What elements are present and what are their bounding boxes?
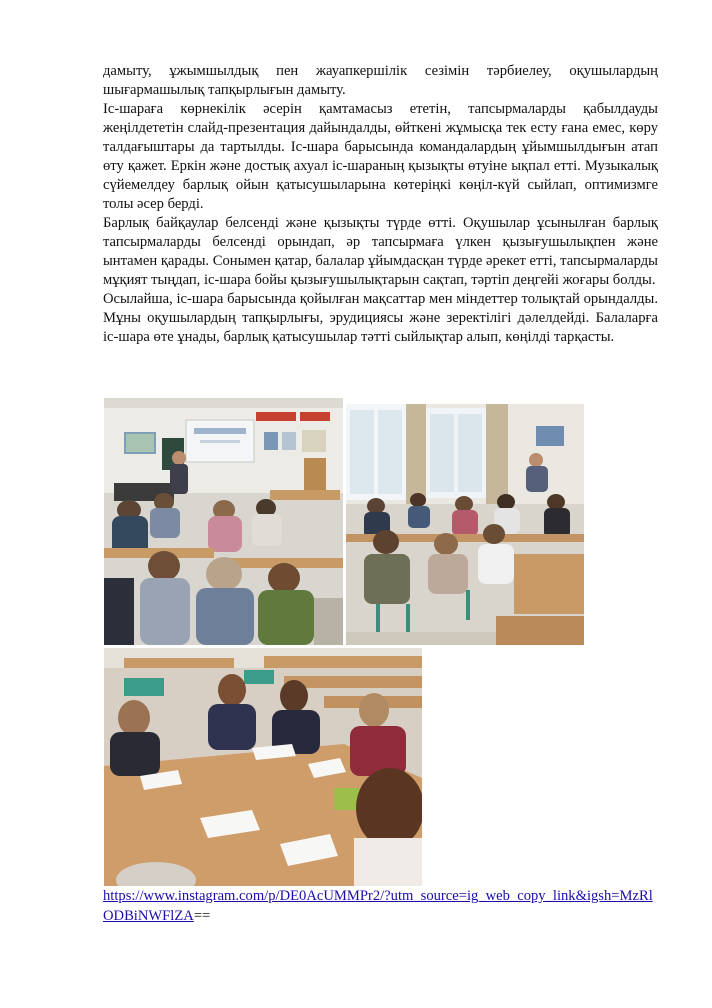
paragraph-1: дамыту, ұжымшылдық пен жауапкершілік сезімін тәрбиелеу, оқушылардың шығармашылық тапқырлығын дамыту. (103, 63, 658, 98)
paragraph-3: Барлық байқаулар белсенді және қызықты түрде өтті. Оқушылар ұсынылған барлық тапсырмаларды белсенді орындап, әр тапсырмаға үлкен қызығушылықпен және ынтамен қарады. Сонымен қатар, балалар ұйымдасқан түрде әрекет етті, тапсырмаларды мұқият тыңдап, іс-шара бойы қызығушылықтарын сақтап, тәртіп деңгейі жоғары болды. (103, 215, 658, 288)
body-text (103, 62, 658, 347)
instagram-link-block (103, 886, 663, 926)
instagram-link[interactable]: https://www.instagram.com/p/DE0AcUMMPr2/?utm_source=ig_web_copy_link&igsh=MzRlODBiNWFlZA (103, 888, 653, 924)
paragraph-4: Осылайша, іс-шара барысында қойылған мақсаттар мен міндеттер толықтай орындалды. Мұны оқушылардың тапқырлығы, эрудициясы және зеректілігі дәлелдейді. Балаларға іс-шара өте ұнады, барлық қатысушылар тәтті сыйлықтар алып, көңілді тарқасты. (103, 291, 658, 345)
paragraph-2: Іс-шараға көрнекілік әсерін қамтамасыз ететін, тапсырмаларды қабылдауды жеңілдететін слайд-презентация дайындалды, өйткені жұмысқа тек есту ғана емес, көру талдағыштары да тартылды. Іс-шара барысында командалардың ұйымшылдығын атап өту қажет. Еркін және достық ахуал іс-шараның қызықты өтуіне ықпал етті. Музыкалық сүйемелдеу барлық ойын қатысушыларына көтеріңкі көңіл-күй сыйлап, оптимизмге толы әсер берді. (103, 101, 658, 212)
link-suffix: == (193, 908, 211, 924)
classroom-photo-presentation (104, 398, 343, 645)
classroom-photo-writing (104, 648, 422, 886)
classroom-photo-students (346, 404, 584, 645)
